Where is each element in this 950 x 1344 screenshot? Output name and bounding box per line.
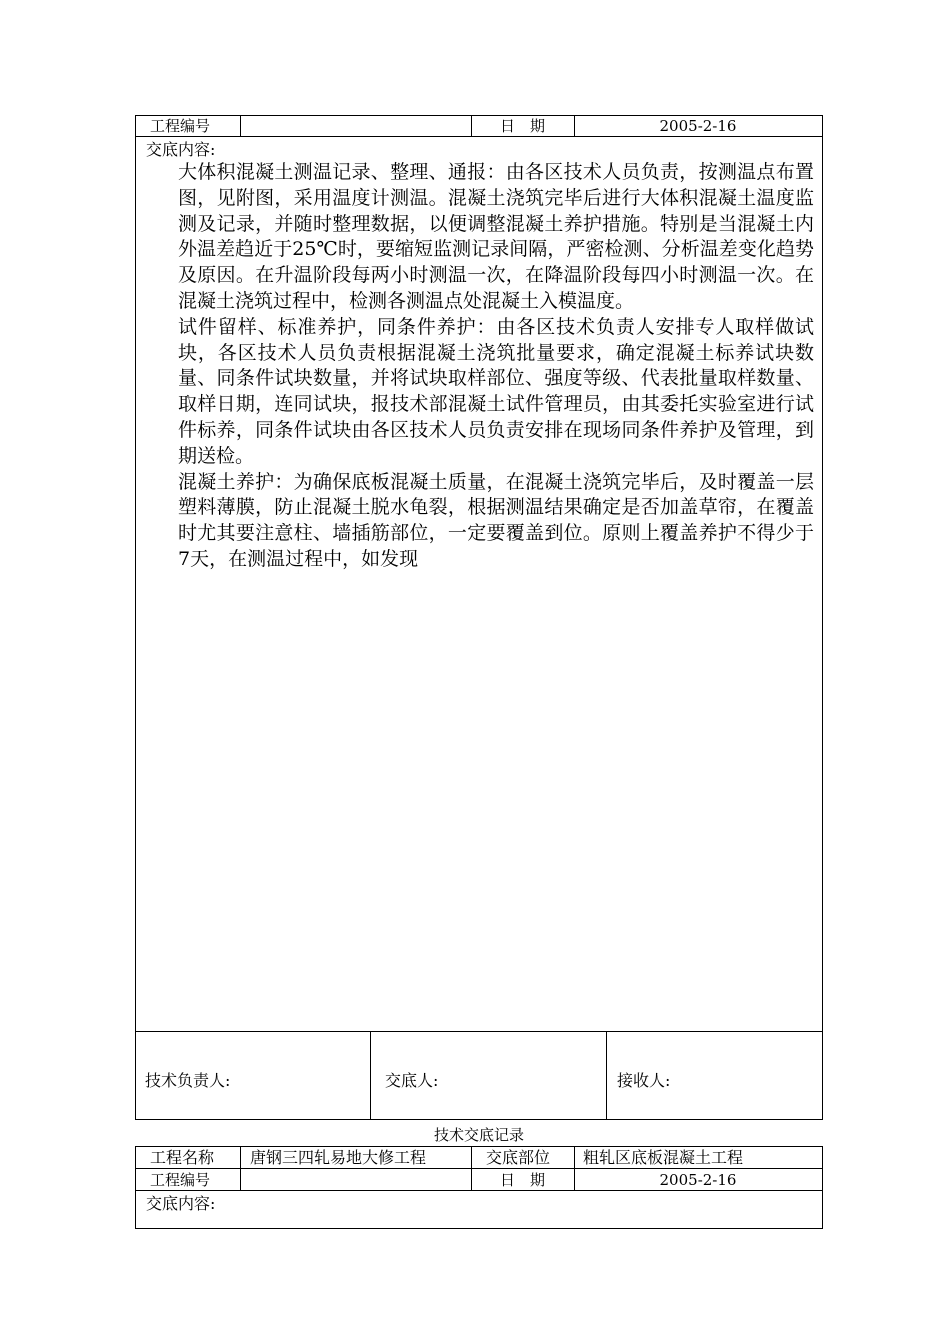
content-label: 交底内容: <box>146 140 216 159</box>
paragraph-specimens: 试件留样、标准养护，同条件养护：由各区技术负责人安排专人取样做试块，各区技术人员负责根据混凝土浇筑批量要求，确定混凝土标养试块数量、同条件试块数量，并将试块取样部位、强度等级、代表批量取样数量、取样日期，连同试块，报技术部混凝土试件管理员，由其委托实验室进行试件标养，同条件试块由各区技术人员负责安排在现场同条件养护及管理，到期送检。 <box>178 315 814 467</box>
project-name-value: 唐钢三四轧易地大修工程 <box>250 1148 427 1167</box>
second-date-label: 日 期 <box>499 1171 545 1189</box>
second-date-value: 2005-2-16 <box>659 1171 737 1189</box>
project-no-label: 工程编号 <box>150 117 211 135</box>
date-value: 2005-2-16 <box>659 117 737 135</box>
receiver-signature-label: 接收人: <box>617 1071 671 1090</box>
date-label: 日 期 <box>499 117 545 135</box>
paragraph-curing: 混凝土养护：为确保底板混凝土质量，在混凝土浇筑完毕后，及时覆盖一层塑料薄膜，防止混凝土脱水龟裂，根据测温结果确定是否加盖草帘，在覆盖时尤其要注意柱、墙插筋部位，一定要覆盖到位。原则上覆盖养护不得少于7天，在测温过程中，如发现 <box>178 470 814 570</box>
tech-lead-signature-label: 技术负责人: <box>145 1071 231 1090</box>
project-name-label: 工程名称 <box>150 1148 215 1167</box>
second-project-no-label: 工程编号 <box>150 1171 211 1189</box>
part-value: 粗轧区底板混凝土工程 <box>583 1148 744 1167</box>
paragraph-temperature: 大体积混凝土测温记录、整理、通报：由各区技术人员负责，按测温点布置图，见附图，采用温度计测温。混凝土浇筑完毕后进行大体积混凝土温度监测及记录，并随时整理数据，以便调整混凝土养护措施。特别是当混凝土内外温差趋近于25℃时，要缩短监测记录间隔，严密检测、分析温差变化趋势及原因。在升温阶段每两小时测温一次，在降温阶段每四小时测温一次。在混凝土浇筑过程中，检测各测温点处混凝土入模温度。 <box>178 161 814 312</box>
discloser-signature-label: 交底人: <box>385 1071 439 1090</box>
form-title: 技术交底记录 <box>433 1126 524 1144</box>
second-content-label: 交底内容: <box>146 1194 216 1213</box>
part-label: 交底部位 <box>486 1148 551 1167</box>
disclosure-content <box>178 160 814 573</box>
